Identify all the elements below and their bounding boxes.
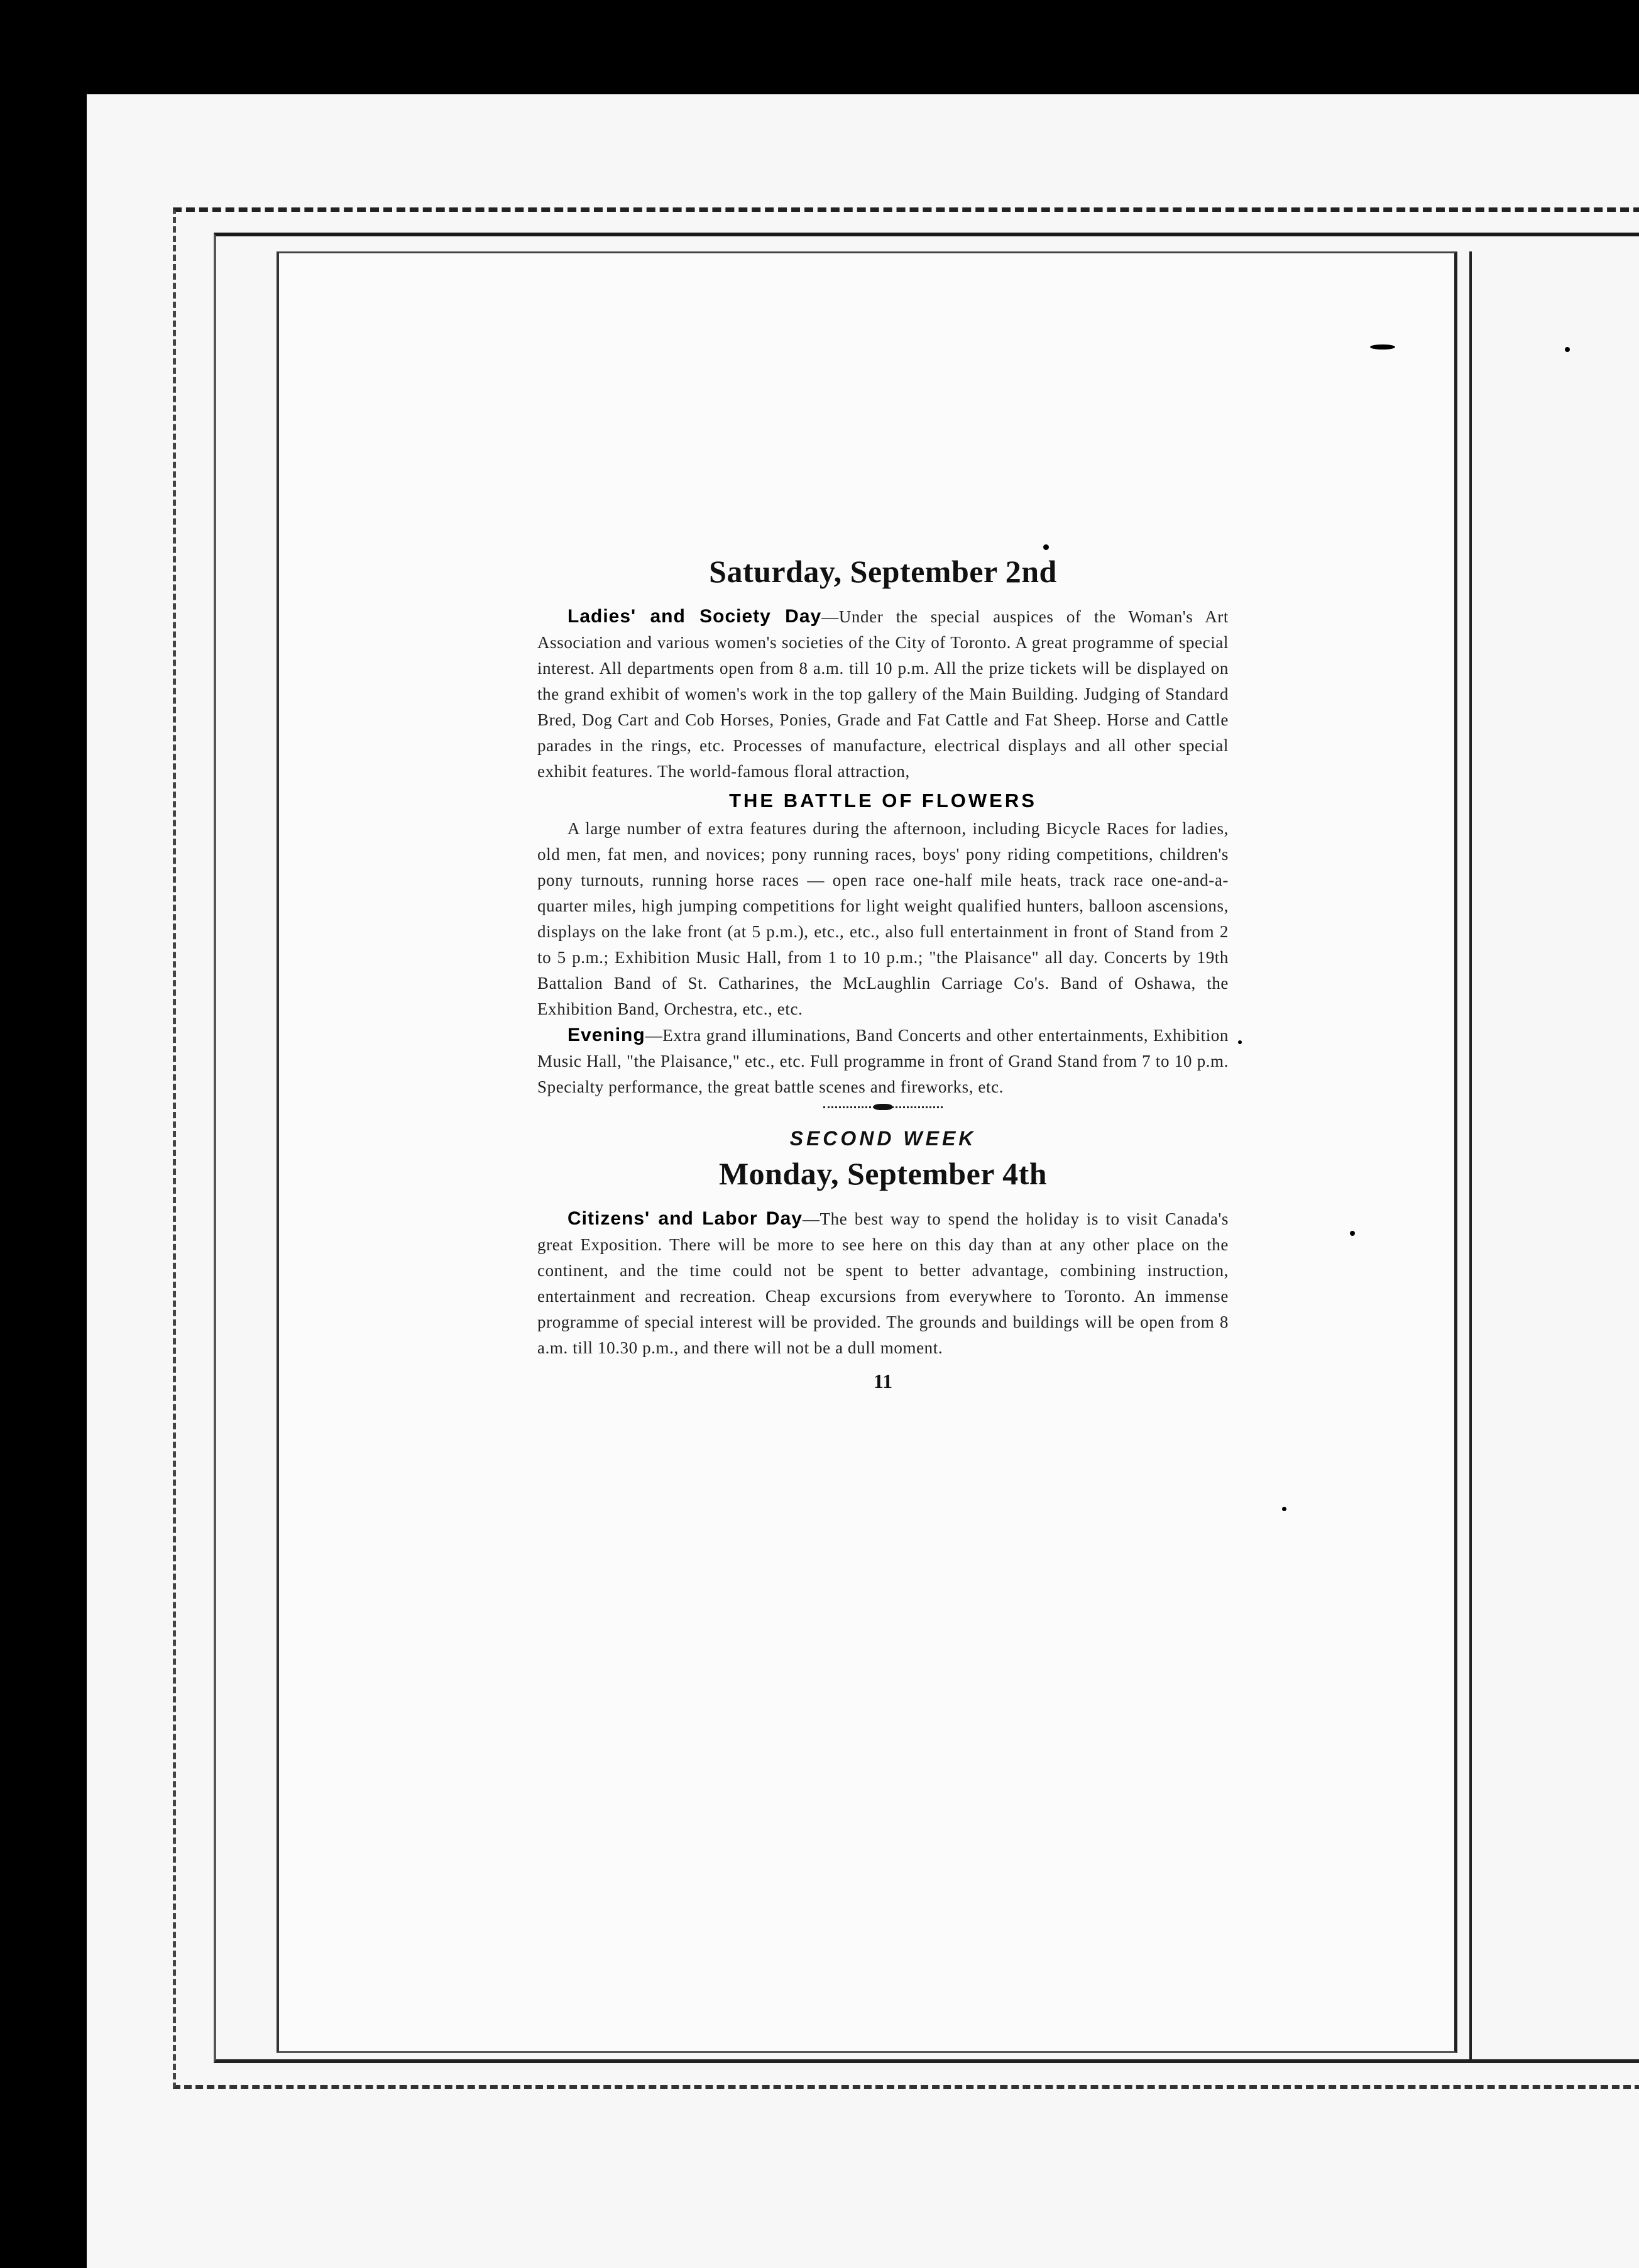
right-page-rule: [1469, 251, 1472, 2062]
scan-speck: [1370, 344, 1395, 350]
scan-speck: [1238, 1040, 1242, 1044]
section-divider: [823, 1106, 943, 1108]
labor-day-lead: Citizens' and Labor Day: [567, 1208, 803, 1229]
saturday-heading: Saturday, September 2nd: [709, 554, 1057, 589]
afternoon-paragraph: A large number of extra features during the afternoon, including Bicycle Races for ladies, old men, fat men, and novices; pony running races, boys' pony riding competitions, children's pony turnouts, running horse races — open race one-half mile heats, track race one-and-a-quarter miles, high jumping competitions for light weight qualified hunters, balloon ascensions, displays on the lake front (at 5 p.m.), etc., etc., also full entertainment in front of Stand from 2 to 5 p.m.; Exhibition Music Hall, from 1 to 10 p.m.; "the Plaisance" all day. Concerts by 19th Battalion Band of St. Catharines, the McLaughlin Carriage Co's. Band of Oshawa, the Exhibition Band, Orchestra, etc., etc.: [537, 819, 1229, 1018]
evening-paragraph: [537, 1022, 1229, 1100]
scan-speck: [1043, 544, 1049, 550]
monday-heading: Monday, September 4th: [718, 1156, 1048, 1191]
scan-speck: [1282, 1507, 1286, 1511]
scan-speck: [1565, 347, 1570, 352]
ladies-day-text: —Under the special auspices of the Woman's Art Association and various women's societies of the City of Toronto. A great programme of special interest. All departments open from 8 a.m. till 10 p.m. All the prize tickets will be displayed on the grand exhibit of women's work in the top gallery of the Main Building. Judging of Standard Bred, Dog Cart and Cob Horses, Ponies, Grade and Fat Cattle and Fat Sheep. Horse and Cattle parades in the rings, etc. Processes of manufacture, electrical displays and all other special exhibit features. The world-famous floral attraction,: [537, 607, 1229, 781]
second-week-heading: SECOND WEEK: [789, 1127, 977, 1150]
divider-ornament: [874, 1104, 892, 1110]
battle-of-flowers-heading: THE BATTLE OF FLOWERS: [729, 790, 1037, 812]
page-content: [537, 553, 1229, 1393]
ladies-day-paragraph: [537, 603, 1229, 784]
evening-text: —Extra grand illuminations, Band Concerts and other entertainments, Exhibition Music Hall, "the Plaisance," etc., etc. Full programme in front of Grand Stand from 7 to 10 p.m. Specialty performance, the great battle scenes and fireworks, etc.: [537, 1026, 1229, 1096]
scan-speck: [60, 126, 69, 156]
scan-speck: [1350, 1231, 1355, 1236]
page-number: 11: [873, 1370, 893, 1392]
evening-lead: Evening: [567, 1025, 645, 1045]
labor-day-paragraph: [537, 1206, 1229, 1361]
ladies-day-lead: Ladies' and Society Day: [567, 606, 822, 627]
labor-day-text: —The best way to spend the holiday is to visit Canada's great Exposition. There will be more to see here on this day than at any other place on the continent, and the time could not be spent to better advantage, combining instruction, entertainment and recreation. Cheap excursions from everywhere to Toronto. An immense programme of special interest will be provided. The grounds and buildings will be open from 8 a.m. till 10.30 p.m., and there will not be a dull moment.: [537, 1209, 1229, 1357]
